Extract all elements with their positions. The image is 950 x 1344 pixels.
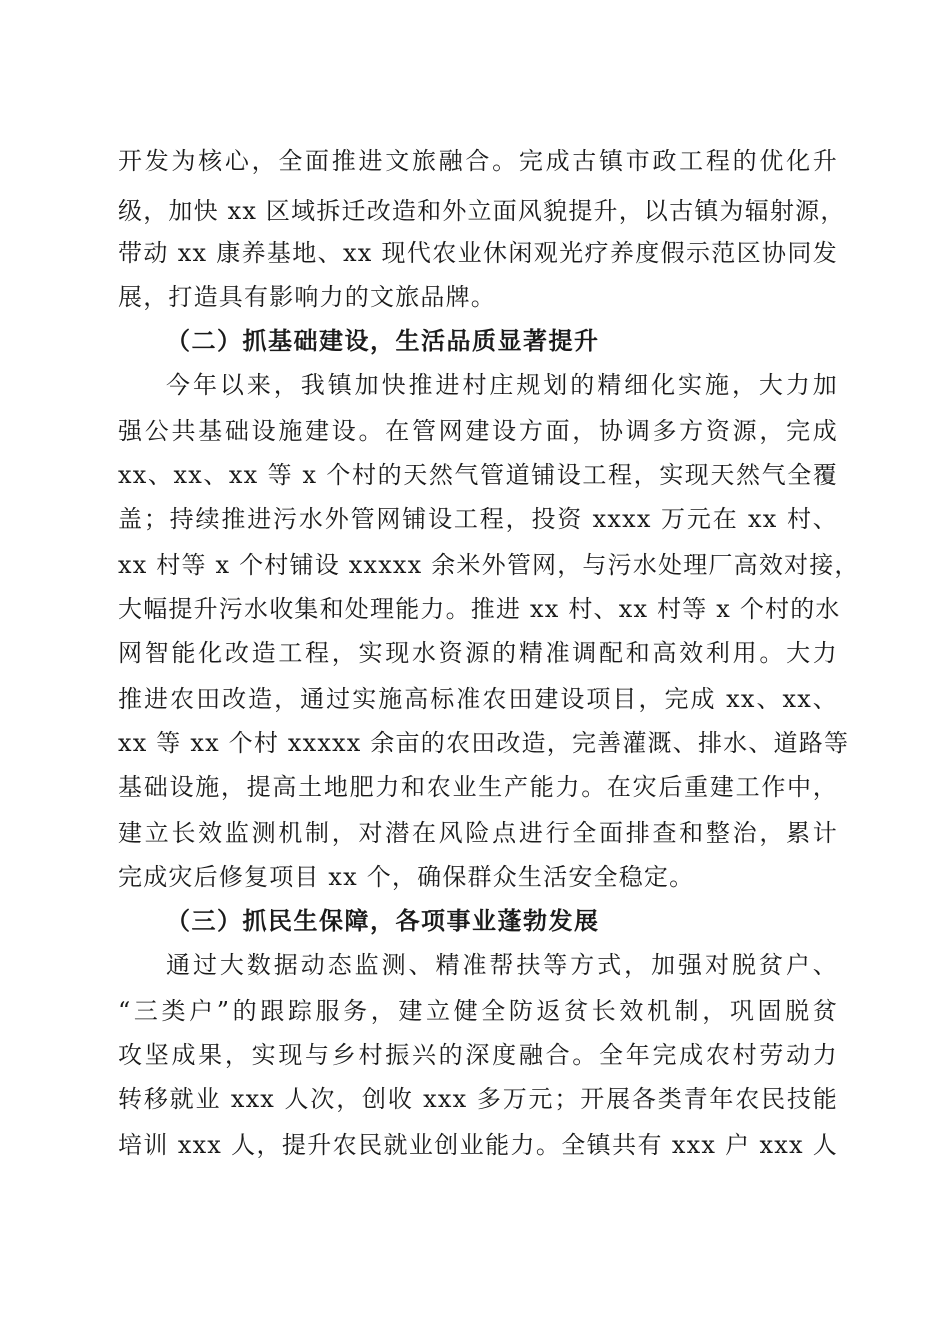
paragraph-line: 建立长效监测机制，对潜在风险点进行全面排查和整治，累计: [118, 819, 838, 847]
paragraph-line: 开发为核心，全面推进文旅融合。完成古镇市政工程的优化升: [118, 147, 838, 175]
paragraph-line: 培训 xxx 人，提升农民就业创业能力。全镇共有 xxx 户 xxx 人: [118, 1131, 838, 1159]
paragraph-line: 展，打造具有影响力的文旅品牌。: [118, 283, 496, 311]
paragraph-line: 强公共基础设施建设。在管网建设方面，协调多方资源，完成: [118, 417, 838, 445]
paragraph-line: xx、xx、xx 等 x 个村的天然气管道铺设工程，实现天然气全覆: [118, 461, 838, 489]
paragraph-line: 攻坚成果，实现与乡村振兴的深度融合。全年完成农村劳动力: [118, 1041, 838, 1069]
paragraph-line: 级，加快 xx 区域拆迁改造和外立面风貌提升，以古镇为辐射源，: [118, 197, 846, 225]
paragraph-line: 通过大数据动态监测、精准帮扶等方式，加强对脱贫户、: [166, 951, 838, 979]
paragraph-line: 带动 xx 康养基地、xx 现代农业休闲观光疗养度假示范区协同发: [118, 239, 838, 267]
paragraph-line: 今年以来，我镇加快推进村庄规划的精细化实施，大力加: [166, 371, 838, 399]
paragraph-line: 完成灾后修复项目 xx 个，确保群众生活安全稳定。: [118, 863, 695, 891]
paragraph-line: 大幅提升污水收集和处理能力。推进 xx 村、xx 村等 x 个村的水: [118, 595, 841, 623]
paragraph-line: 基础设施，提高土地肥力和农业生产能力。在灾后重建工作中，: [118, 773, 838, 801]
paragraph-line: xx 村等 x 个村铺设 xxxxx 余米外管网，与污水处理厂高效对接，: [118, 551, 860, 579]
paragraph-line: 盖；持续推进污水外管网铺设工程，投资 xxxx 万元在 xx 村、: [118, 505, 838, 533]
paragraph-line: 推进农田改造，通过实施高标准农田建设项目，完成 xx、xx、: [118, 685, 838, 713]
paragraph-line: 网智能化改造工程，实现水资源的精准调配和高效利用。大力: [118, 639, 838, 667]
paragraph-line: xx 等 xx 个村 xxxxx 余亩的农田改造，完善灌溉、排水、道路等: [118, 729, 850, 757]
section-heading: （三）抓民生保障，各项事业蓬勃发展: [166, 906, 600, 935]
paragraph-line: “三类户”的跟踪服务，建立健全防返贫长效机制，巩固脱贫: [118, 997, 838, 1025]
paragraph-line: 转移就业 xxx 人次，创收 xxx 多万元；开展各类青年农民技能: [118, 1085, 838, 1113]
section-heading: （二）抓基础建设，生活品质显著提升: [166, 326, 600, 355]
